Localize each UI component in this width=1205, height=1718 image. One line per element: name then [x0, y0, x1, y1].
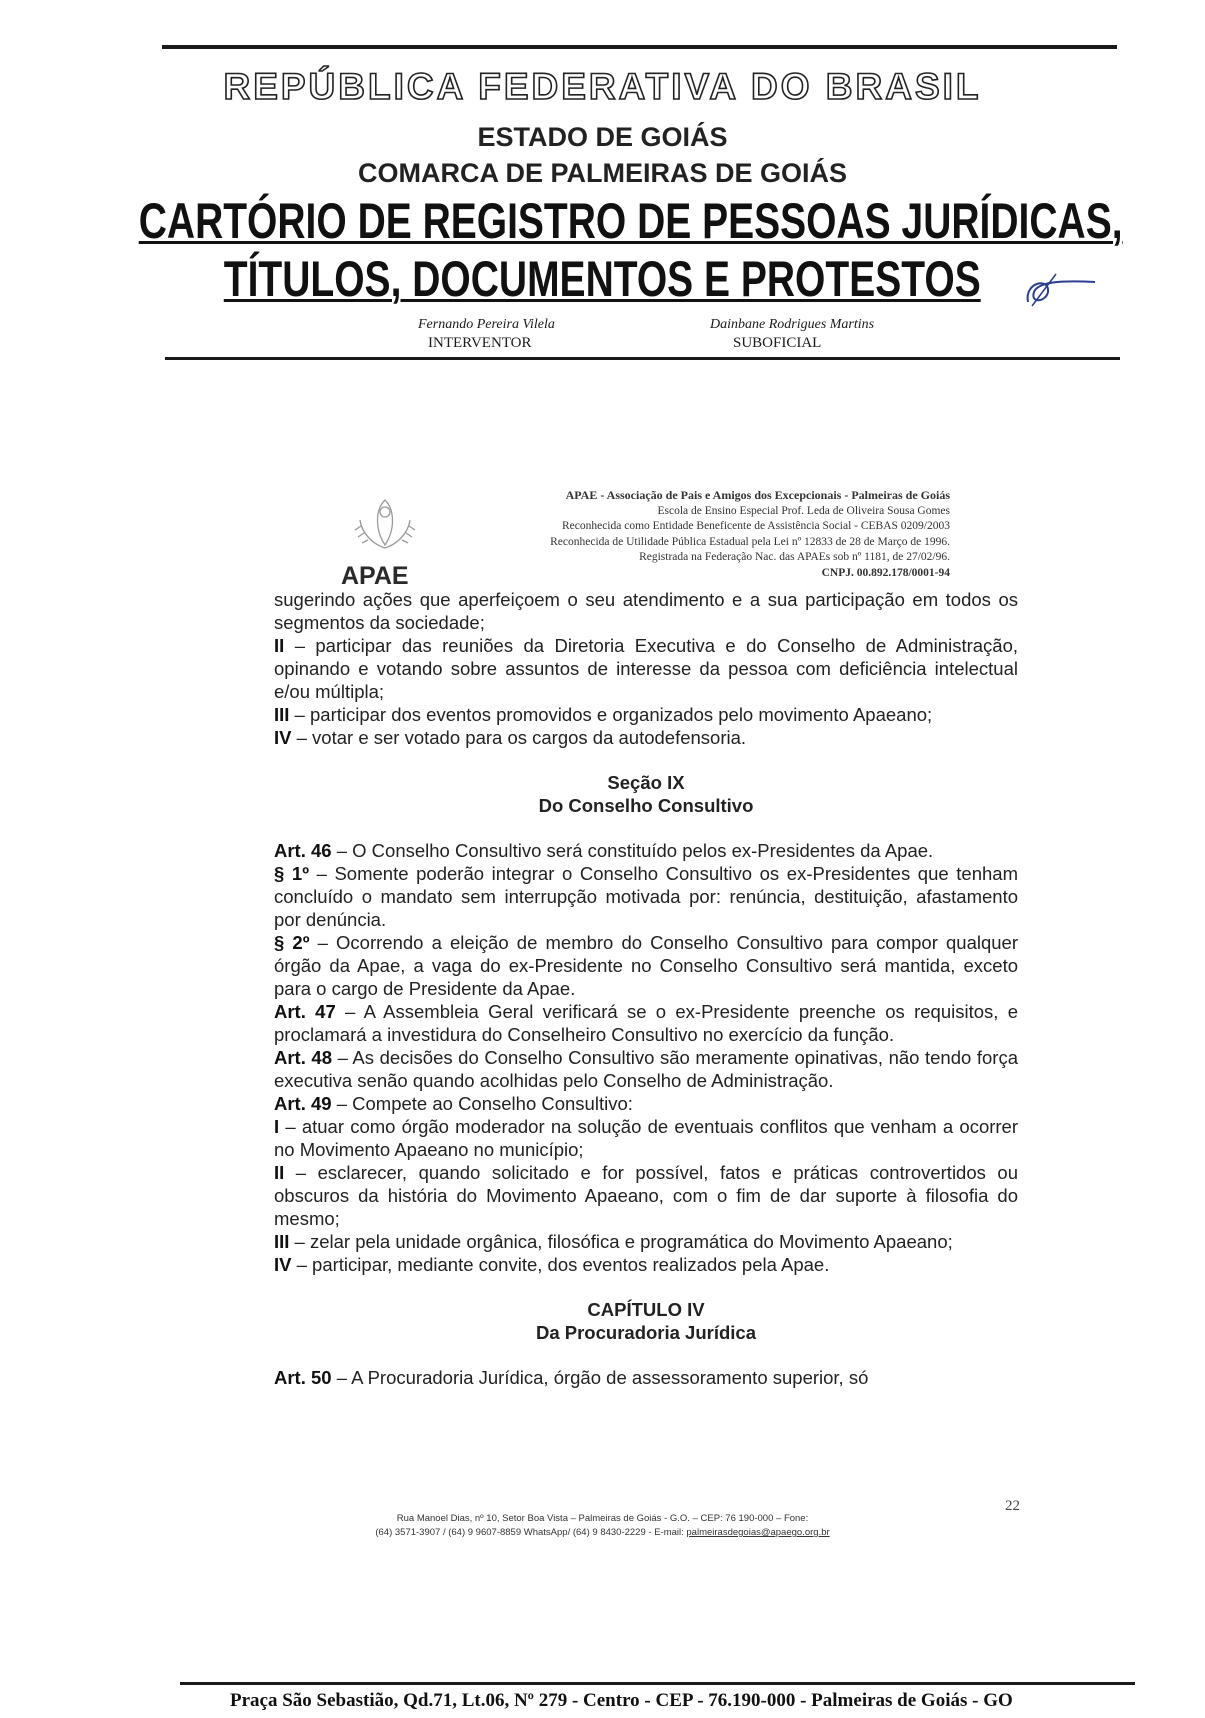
apae-line3: Reconhecida como Entidade Beneficente de Assistência Social - CEBAS 0209/2003 — [561, 520, 950, 532]
apae-line4: Reconhecida de Utilidade Pública Estadual pela Lei nº 12833 de 28 de Março de 1996. — [550, 535, 950, 548]
article: Art. 49 – Compete ao Conselho Consultivo: — [274, 1093, 633, 1114]
statute-body — [274, 588, 1018, 1389]
footer-rule — [180, 1682, 1135, 1685]
paragraph: § 2º – Ocorrendo a eleição de membro do Conselho Consultivo para compor qualquer órgão da Apae, a vaga do ex-Presidente no Conselho Consultivo será mantida, exceto para o cargo de Presidente da Apae. — [274, 932, 1018, 999]
paragraph: IV – votar e ser votado para os cargos da autodefensoria. — [274, 727, 747, 748]
republic-title: REPÚBLICA FEDERATIVA DO BRASIL — [223, 66, 982, 107]
apae-footer — [0, 1512, 1205, 1540]
apae-line5: Registrada na Federação Nac. das APAEs sob nº 1181, de 27/02/96. — [639, 551, 950, 563]
apae-email-link[interactable]: palmeirasdegoias@apaego.org.br — [686, 1527, 830, 1538]
chapter-subtitle: Da Procuradoria Jurídica — [535, 1322, 757, 1343]
rubric-signature-icon — [1020, 262, 1100, 312]
chapter-title: CAPÍTULO IV — [587, 1299, 705, 1320]
officer1-name: Fernando Pereira Vilela — [418, 317, 555, 332]
registry-footer-address: Praça São Sebastião, Qd.71, Lt.06, Nº 279 - Centro - CEP - 76.190-000 - Palmeiras de Goiás - GO — [230, 1690, 1013, 1711]
officer1-role: INTERVENTOR — [428, 335, 532, 351]
section-subtitle: Do Conselho Consultivo — [538, 795, 754, 816]
article: Art. 46 – O Conselho Consultivo será constituído pelos ex-Presidentes da Apae. — [274, 840, 934, 861]
officer2-role: SUBOFICIAL — [733, 335, 822, 351]
paragraph: § 1º – Somente poderão integrar o Conselho Consultivo os ex-Presidentes que tenham concluído o mandato sem interrupção motivada por: renúncia, destituição, afastamento por denúncia. — [274, 863, 1018, 930]
paragraph: III – participar dos eventos promovidos e organizados pelo movimento Apaeano; — [274, 704, 933, 725]
apae-cnpj: CNPJ. 00.892.178/0001-94 — [821, 566, 950, 579]
article: Art. 47 – A Assembleia Geral verificará se o ex-Presidente preenche os requisitos, e proclamará a investidura do Conselheiro Consultivo no exercício da função. — [274, 1001, 1018, 1045]
list-item: I – atuar como órgão moderador na solução de eventuais conflitos que venham a ocorrer no Movimento Apaeano no município; — [274, 1116, 1018, 1160]
header-bottom-rule — [165, 357, 1120, 360]
header-top-rule — [162, 45, 1117, 49]
list-item: II – esclarecer, quando solicitado e for possível, fatos e práticas controvertidos ou obscuros da história do Movimento Apaeano, com o fim de dar suporte à filosofia do mesmo; — [274, 1162, 1018, 1229]
officer2-name: Dainbane Rodrigues Martins — [710, 317, 875, 332]
apae-footer-line1: Rua Manoel Dias, nº 10, Setor Boa Vista – Palmeiras de Goiás - G.O. – CEP: 76 190-000 – Fone: — [396, 1513, 809, 1524]
article: Art. 48 – As decisões do Conselho Consultivo são meramente opinativas, não tendo força executiva senão quando acolhidas pelo Conselho de Administração. — [274, 1047, 1019, 1091]
registry-title-line1-wrap — [0, 192, 1205, 250]
list-item: III – zelar pela unidade orgânica, filosófica e programática do Movimento Apaeano; — [274, 1231, 953, 1252]
comarca-title: COMARCA DE PALMEIRAS DE GOIÁS — [357, 158, 848, 188]
paragraph: sugerindo ações que aperfeiçoem o seu atendimento e a sua participação em todos os segmentos da sociedade; — [274, 589, 1018, 633]
state-title: ESTADO DE GOIÁS — [477, 122, 728, 152]
registry-title-line2: TÍTULOS, DOCUMENTOS E PROTESTOS — [224, 251, 981, 307]
paragraph: II – participar das reuniões da Diretoria Executiva e do Conselho de Administração, opinando e votando sobre assuntos de interesse da pessoa com deficiência intelectual e/ou múltipla; — [274, 635, 1018, 702]
registry-title-line1: CARTÓRIO DE REGISTRO DE PESSOAS JURÍDICAS, — [138, 193, 1123, 249]
section-title: Seção IX — [607, 772, 685, 793]
apae-line1: APAE - Associação de Pais e Amigos dos Excepcionais - Palmeiras de Goiás — [565, 488, 950, 502]
apae-logo-icon — [340, 490, 430, 570]
apae-line2: Escola de Ensino Especial Prof. Leda de Oliveira Sousa Gomes — [657, 504, 950, 517]
list-item: IV – participar, mediante convite, dos eventos realizados pela Apae. — [274, 1254, 830, 1275]
article: Art. 50 – A Procuradoria Jurídica, órgão de assessoramento superior, só — [274, 1367, 869, 1388]
apae-logo-text: APAE — [341, 562, 409, 590]
page-number: 22 — [1005, 1498, 1020, 1514]
apae-footer-line2: (64) 3571-3907 / (64) 9 9607-8859 WhatsApp/ (64) 9 8430-2229 - E-mail: palmeirasdegoias@apaego.org.br — [375, 1527, 830, 1538]
apae-letterhead — [550, 488, 950, 581]
